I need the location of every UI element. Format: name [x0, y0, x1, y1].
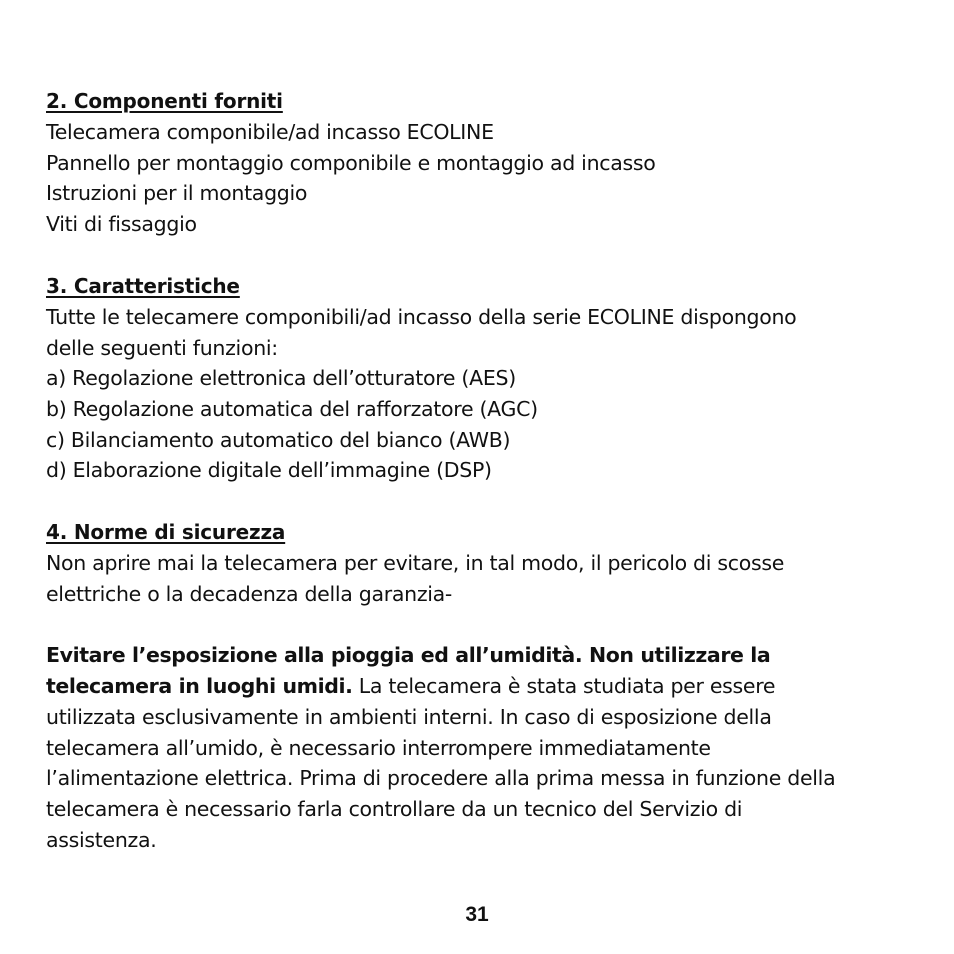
list-item: Viti di fissaggio — [46, 212, 197, 237]
paragraph-line: utilizzata esclusivamente in ambienti interni. In caso di esposizione della — [46, 704, 772, 729]
section-caratteristiche — [46, 271, 916, 486]
paragraph-line: telecamera all’umido, è necessario interrompere immediatamente — [46, 735, 711, 760]
section-heading: 3. Caratteristiche — [46, 273, 240, 298]
paragraph-line: Non aprire mai la telecamera per evitare, in tal modo, il pericolo di scosse — [46, 551, 785, 576]
paragraph-line: elettriche o la decadenza della garanzia- — [46, 581, 453, 606]
warning-bold-text: Evitare l’esposizione alla pioggia ed all’umidità. Non utilizzare la — [46, 643, 771, 668]
section-norme-di-sicurezza — [46, 517, 916, 609]
paragraph-line — [46, 640, 916, 671]
section-heading: 2. Componenti forniti — [46, 89, 283, 113]
paragraph-line: delle seguenti funzioni: — [46, 335, 278, 360]
section-heading: 4. Norme di sicurezza — [46, 520, 286, 545]
list-item: a) Regolazione elettronica dell’otturatore (AES) — [46, 366, 516, 391]
warning-paragraph — [46, 640, 916, 855]
list-item: b) Regolazione automatica del rafforzatore (AGC) — [46, 396, 538, 421]
paragraph-line: telecamera è necessario farla controllare da un tecnico del Servizio di — [46, 796, 743, 821]
list-item: Istruzioni per il montaggio — [46, 181, 308, 206]
warning-bold-text: telecamera in luoghi umidi. — [46, 674, 353, 699]
paragraph-line: assistenza. — [46, 827, 157, 852]
list-item: Telecamera componibile/ad incasso ECOLINE — [46, 120, 494, 144]
paragraph-text: La telecamera è stata studiata per essere — [352, 674, 776, 699]
paragraph-line: l’alimentazione elettrica. Prima di procedere alla prima messa in funzione della — [46, 766, 836, 791]
section-componenti-forniti — [46, 86, 916, 240]
paragraph-line — [46, 671, 916, 702]
paragraph-line: Tutte le telecamere componibili/ad incasso della serie ECOLINE dispongono — [46, 304, 797, 329]
list-item: d) Elaborazione digitale dell’immagine (DSP) — [46, 458, 492, 483]
document-page — [46, 86, 916, 855]
page-number: 31 — [465, 903, 489, 926]
list-item: Pannello per montaggio componibile e montaggio ad incasso — [46, 150, 656, 175]
list-item: c) Bilanciamento automatico del bianco (AWB) — [46, 427, 511, 452]
spacer — [46, 486, 916, 517]
spacer — [46, 240, 916, 271]
spacer — [46, 609, 916, 640]
